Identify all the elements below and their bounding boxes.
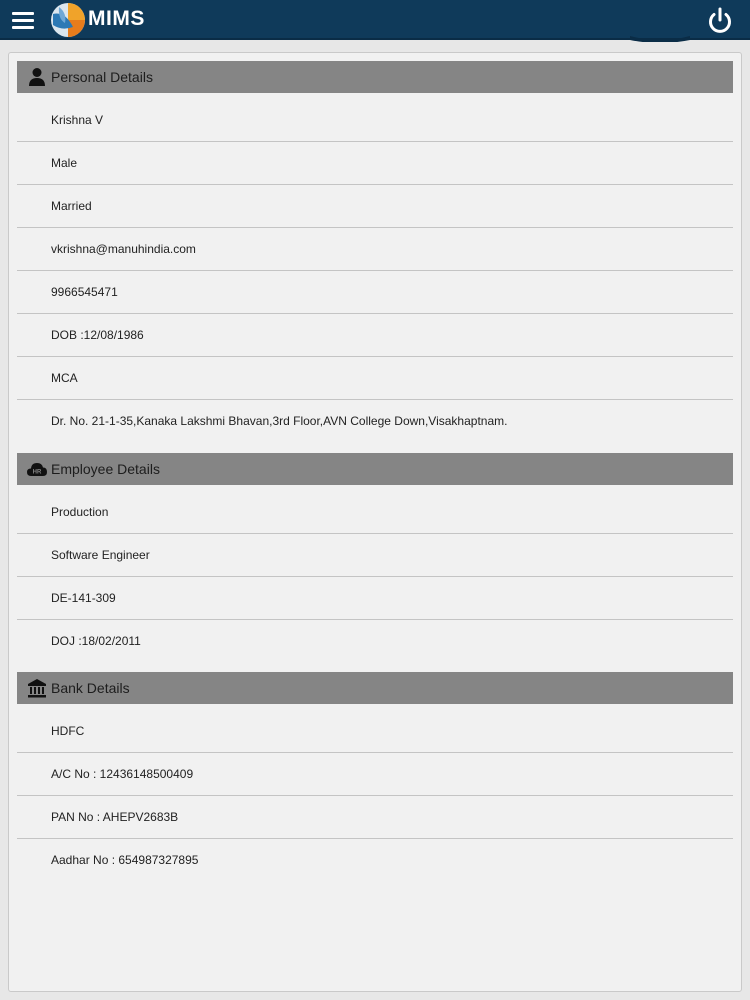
power-icon[interactable]: [705, 6, 735, 36]
employee-designation: Software Engineer: [17, 534, 733, 577]
personal-details-title: Personal Details: [51, 69, 153, 85]
employee-id: DE-141-309: [17, 577, 733, 620]
svg-text:HR: HR: [32, 469, 42, 476]
top-app-bar: [0, 0, 750, 40]
personal-dob: DOB :12/08/1986: [17, 314, 733, 357]
personal-name: Krishna V: [17, 99, 733, 142]
bank-icon: [26, 677, 48, 699]
user-icon: [26, 66, 48, 88]
employee-doj: DOJ :18/02/2011: [51, 634, 141, 648]
personal-address: Dr. No. 21-1-35,Kanaka Lakshmi Bhavan,3rd Floor,AVN College Down,Visakhaptnam.: [51, 414, 508, 428]
employee-details-header: [17, 453, 733, 485]
employee-details-title: Employee Details: [51, 461, 160, 477]
personal-details-header: [17, 61, 733, 93]
hamburger-menu-icon[interactable]: [12, 12, 34, 30]
bank-details-title: Bank Details: [51, 680, 130, 696]
personal-gender: Male: [17, 142, 733, 185]
bank-name: HDFC: [17, 710, 733, 753]
profile-card: [8, 52, 742, 992]
mims-logo-icon: [49, 1, 87, 39]
hr-cloud-icon: [26, 458, 48, 480]
personal-phone: 9966545471: [17, 271, 733, 314]
bank-aadhar-number: Aadhar No : 654987327895: [51, 853, 199, 867]
personal-marital-status: Married: [17, 185, 733, 228]
personal-qualification: MCA: [17, 357, 733, 400]
bank-account-number: A/C No : 12436148500409: [17, 753, 733, 796]
bank-pan-number: PAN No : AHEPV2683B: [17, 796, 733, 839]
header-swoosh-decoration: [630, 32, 690, 42]
employee-department: Production: [17, 491, 733, 534]
bank-details-header: [17, 672, 733, 704]
app-title: MIMS: [88, 7, 145, 30]
personal-email: vkrishna@manuhindia.com: [17, 228, 733, 271]
